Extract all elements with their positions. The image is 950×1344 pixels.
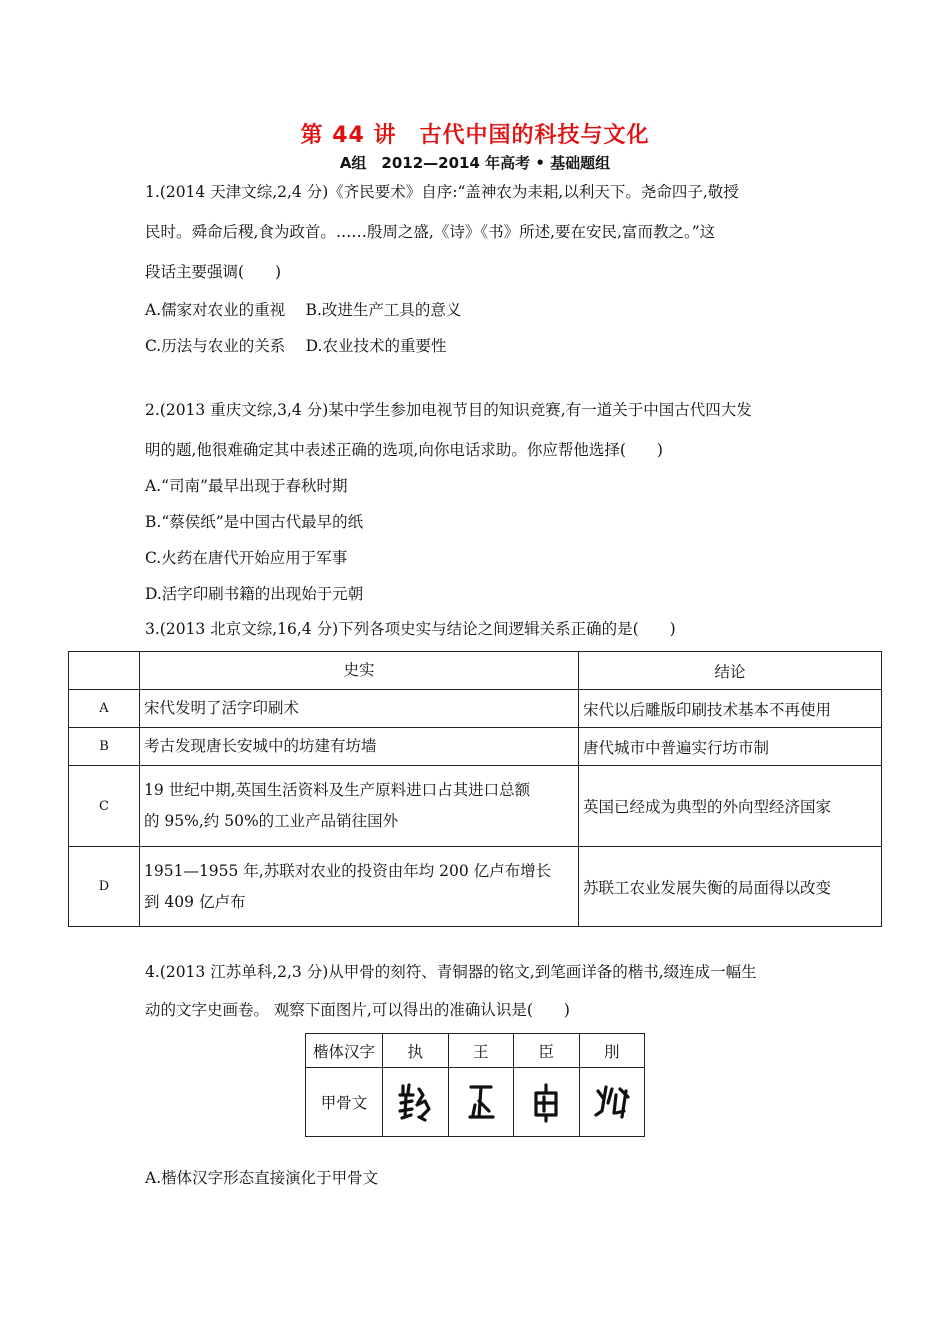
row-fact-line-2: 到 409 亿卢布 (144, 892, 246, 911)
table-row (69, 728, 882, 766)
row-label: B (69, 728, 140, 766)
row-label: C (69, 766, 140, 847)
table-row (69, 690, 882, 728)
oracle-glyph-wang-icon (461, 1081, 501, 1123)
oracle-bone-label: 甲骨文 (306, 1068, 383, 1137)
page-title: 第 44 讲 古代中国的科技与文化 (300, 123, 650, 148)
q4-option-a: A.楷体汉字形态直接演化于甲骨文 (145, 1169, 379, 1187)
oracle-glyph-yue-icon (592, 1081, 632, 1123)
oracle-bone-glyph-wang (448, 1068, 514, 1137)
row-conclusion: 苏联工农业发展失衡的局面得以改变 (579, 847, 882, 927)
oracle-glyph-chen-icon (526, 1081, 566, 1123)
kaishu-char: 刖 (579, 1034, 645, 1068)
q1-line-2: 民时。舜命后稷,食为政首。……殷周之盛,《诗》《书》所述,要在安民,富而教之。”这 (145, 223, 716, 241)
oracle-bone-row (306, 1068, 645, 1137)
row-conclusion: 英国已经成为典型的外向型经济国家 (579, 766, 882, 847)
kaishu-char: 臣 (514, 1034, 580, 1068)
q2-option-b: B.“蔡侯纸”是中国古代最早的纸 (145, 513, 364, 531)
oracle-bone-glyph-zhi (383, 1068, 449, 1137)
q2-line-1: 2.(2013 重庆文综,3,4 分)某中学生参加电视节目的知识竞赛,有一道关于中国古代四大发 (145, 401, 752, 419)
row-conclusion: 唐代城市中普遍实行坊市制 (579, 728, 882, 766)
q4-character-table (305, 1033, 645, 1137)
row-label: D (69, 847, 140, 927)
table-header-empty (69, 652, 140, 690)
q2-option-a: A.“司南”最早出现于春秋时期 (145, 477, 348, 495)
oracle-bone-glyph-chen (514, 1068, 580, 1137)
row-fact (140, 766, 579, 847)
row-conclusion: 宋代以后雕版印刷技术基本不再使用 (579, 690, 882, 728)
row-fact: 考古发现唐长安城中的坊建有坊墙 (140, 728, 579, 766)
section-subtitle: A组 2012—2014 年高考 • 基础题组 (339, 154, 611, 172)
row-label: A (69, 690, 140, 728)
row-fact-line-2: 的 95%,约 50%的工业产品销往国外 (144, 812, 399, 830)
q4-line-2: 动的文字史画卷。 观察下面图片,可以得出的准确认识是( ) (145, 1001, 570, 1019)
q3-table (68, 651, 882, 927)
q1-line-3: 段话主要强调( ) (145, 263, 282, 281)
q2-option-d: D.活字印刷书籍的出现始于元朝 (145, 585, 364, 603)
row-fact (140, 847, 579, 927)
q1-options-ab: A.儒家对农业的重视 B.改进生产工具的意义 (145, 301, 462, 319)
q3-line-1: 3.(2013 北京文综,16,4 分)下列各项史实与结论之间逻辑关系正确的是( ) (145, 620, 676, 638)
q1-options-cd: C.历法与农业的关系 D.农业技术的重要性 (145, 337, 447, 355)
row-fact-line-1: 1951—1955 年,苏联对农业的投资由年均 200 亿卢布增长 (144, 861, 552, 880)
row-fact-line-1: 19 世纪中期,英国生活资料及生产原料进口占其进口总额 (144, 781, 531, 799)
table-header-fact: 史实 (140, 652, 579, 690)
row-fact: 宋代发明了活字印刷术 (140, 690, 579, 728)
table-header-row (69, 652, 882, 690)
kaishu-char: 王 (448, 1034, 514, 1068)
kaishu-char: 执 (383, 1034, 449, 1068)
kaishu-label: 楷体汉字 (306, 1034, 383, 1068)
oracle-bone-glyph-yue (579, 1068, 645, 1137)
q2-line-2: 明的题,他很难确定其中表述正确的选项,向你电话求助。你应帮他选择( ) (145, 441, 663, 459)
table-row (69, 847, 882, 927)
table-row (69, 766, 882, 847)
q4-line-1: 4.(2013 江苏单科,2,3 分)从甲骨的刻符、青铜器的铭文,到笔画详备的楷书,缀连成一幅生 (145, 963, 757, 981)
table-header-conclusion: 结论 (579, 652, 882, 690)
kaishu-row (306, 1034, 645, 1068)
oracle-glyph-zhi-icon (395, 1081, 435, 1123)
q2-option-c: C.火药在唐代开始应用于军事 (145, 549, 348, 567)
q1-line-1: 1.(2014 天津文综,2,4 分)《齐民要术》自序:“盖神农为耒耜,以利天下。尧命四子,敬授 (145, 183, 739, 201)
